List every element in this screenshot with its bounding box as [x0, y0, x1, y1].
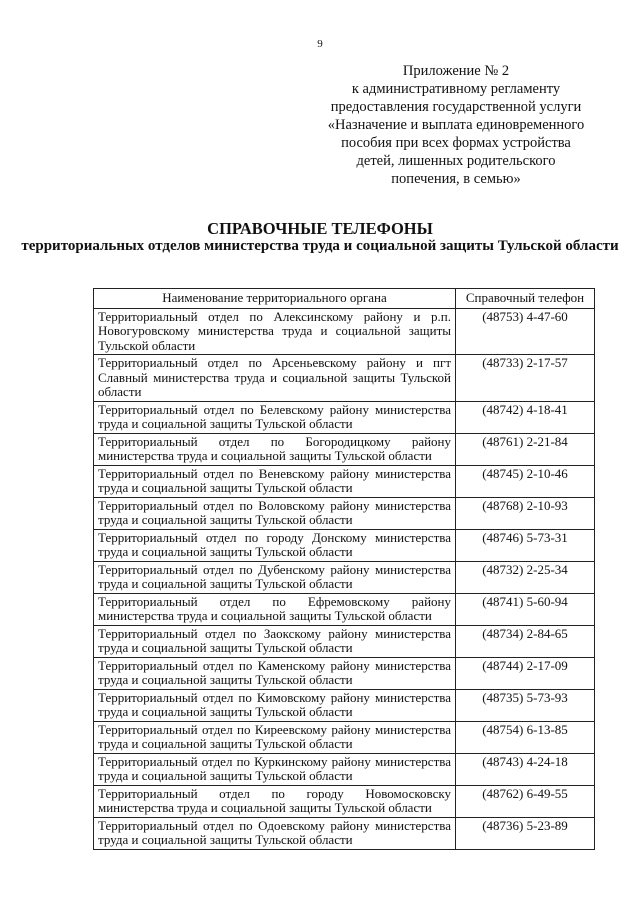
organ-name-cell: Территориальный отдел по Каменскому району министерства труда и социальной защиты Тульской области: [94, 657, 456, 689]
table-row: [94, 817, 595, 849]
phone-cell: (48744) 2-17-09: [456, 657, 595, 689]
organ-name-cell: Территориальный отдел по Белевскому району министерства труда и социальной защиты Тульской области: [94, 401, 456, 433]
appendix-line: предоставления государственной услуги: [330, 99, 582, 115]
table-row: [94, 561, 595, 593]
phone-cell: (48741) 5-60-94: [456, 593, 595, 625]
table-row: [94, 529, 595, 561]
table-row: [94, 721, 595, 753]
page-title: СПРАВОЧНЫЕ ТЕЛЕФОНЫ: [207, 219, 433, 238]
organ-name-cell: Территориальный отдел по Веневскому району министерства труда и социальной защиты Тульской области: [94, 465, 456, 497]
table-row: [94, 401, 595, 433]
table-row: [94, 625, 595, 657]
table-row: [94, 497, 595, 529]
header-organ-name: Наименование территориального органа: [94, 289, 456, 309]
organ-name-cell: Территориальный отдел по Куркинскому району министерства труда и социальной защиты Тульской области: [94, 753, 456, 785]
header-phone: Справочный телефон: [456, 289, 595, 309]
phone-cell: (48761) 2-21-84: [456, 433, 595, 465]
table-row: [94, 657, 595, 689]
phone-cell: (48736) 5-23-89: [456, 817, 595, 849]
phone-cell: (48762) 6-49-55: [456, 785, 595, 817]
phones-table: [93, 288, 595, 850]
organ-name-cell: Территориальный отдел по Богородицкому району министерства труда и социальной защиты Тульской области: [94, 433, 456, 465]
organ-name-cell: Территориальный отдел по Заокскому району министерства труда и социальной защиты Тульской области: [94, 625, 456, 657]
table-row: [94, 753, 595, 785]
phone-cell: (48768) 2-10-93: [456, 497, 595, 529]
appendix-block: [318, 62, 594, 188]
phone-cell: (48753) 4-47-60: [456, 308, 595, 355]
organ-name-cell: Территориальный отдел по Одоевскому району министерства труда и социальной защиты Тульской области: [94, 817, 456, 849]
phone-cell: (48746) 5-73-31: [456, 529, 595, 561]
phone-cell: (48734) 2-84-65: [456, 625, 595, 657]
page-number: 9: [317, 38, 323, 50]
appendix-line: пособия при всех формах устройства: [341, 135, 571, 151]
phone-cell: (48733) 2-17-57: [456, 355, 595, 402]
organ-name-cell: Территориальный отдел по городу Новомосковску министерства труда и социальной защиты Тульской области: [94, 785, 456, 817]
table-row: [94, 308, 595, 355]
phone-cell: (48732) 2-25-34: [456, 561, 595, 593]
table-row: [94, 433, 595, 465]
organ-name-cell: Территориальный отдел по Ефремовскому району министерства труда и социальной защиты Тульской области: [94, 593, 456, 625]
organ-name-cell: Территориальный отдел по Киреевскому району министерства труда и социальной защиты Тульской области: [94, 721, 456, 753]
table-row: [94, 465, 595, 497]
table-row: [94, 355, 595, 402]
organ-name-cell: Территориальный отдел по Кимовскому району министерства труда и социальной защиты Тульской области: [94, 689, 456, 721]
organ-name-cell: Территориальный отдел по Алексинскому району и р.п. Новогуровскому министерства труда и социальной защиты Тульской области: [94, 308, 456, 355]
phone-cell: (48754) 6-13-85: [456, 721, 595, 753]
appendix-line: детей, лишенных родительского: [356, 153, 556, 169]
phone-cell: (48735) 5-73-93: [456, 689, 595, 721]
table-header-row: [94, 289, 595, 309]
organ-name-cell: Территориальный отдел по городу Донскому министерства труда и социальной защиты Тульской области: [94, 529, 456, 561]
organ-name-cell: Территориальный отдел по Арсеньевскому району и пгт Славный министерства труда и социальной защиты Тульской области: [94, 355, 456, 402]
appendix-line: «Назначение и выплата единовременного: [327, 117, 585, 133]
organ-name-cell: Территориальный отдел по Воловскому району министерства труда и социальной защиты Тульской области: [94, 497, 456, 529]
phone-cell: (48743) 4-24-18: [456, 753, 595, 785]
table-row: [94, 593, 595, 625]
organ-name-cell: Территориальный отдел по Дубенскому району министерства труда и социальной защиты Тульской области: [94, 561, 456, 593]
table-row: [94, 689, 595, 721]
appendix-line: попечения, в семью»: [391, 171, 521, 187]
page-subtitle: территориальных отделов министерства труда и социальной защиты Тульской области: [21, 238, 619, 254]
appendix-line: к административному регламенту: [351, 81, 561, 97]
appendix-line: Приложение № 2: [402, 63, 510, 79]
table-row: [94, 785, 595, 817]
phone-cell: (48745) 2-10-46: [456, 465, 595, 497]
phone-cell: (48742) 4-18-41: [456, 401, 595, 433]
